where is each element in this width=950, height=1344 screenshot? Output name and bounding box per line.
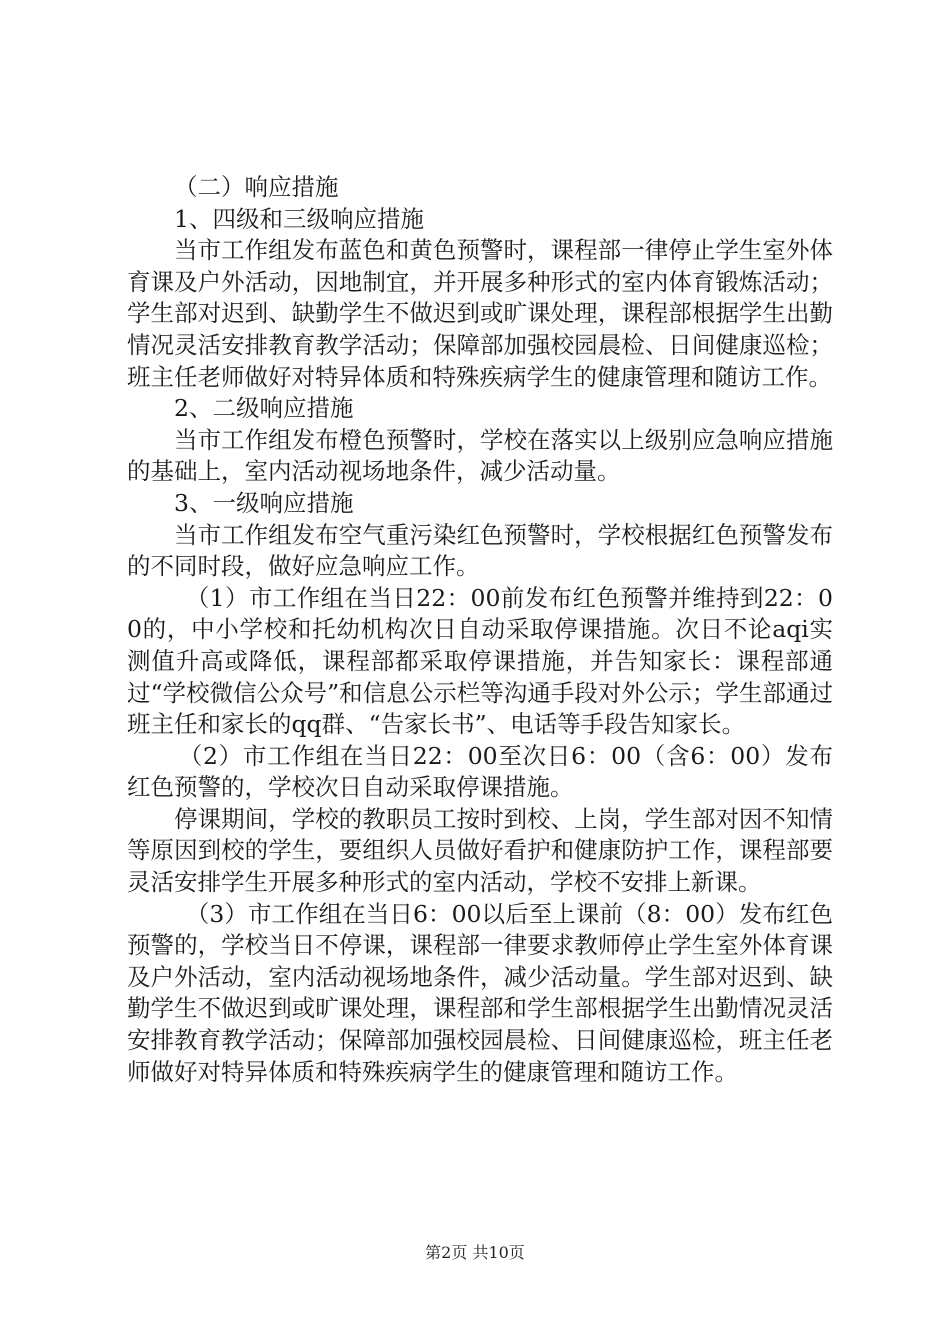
numbered-paragraph: （2）市工作组在当日22：00至次日6：00（含6：00）发布红色预警的，学校次日自动采取停课措施。 [127,741,833,802]
numbered-paragraph: （3）市工作组在当日6：00以后至上课前（8：00）发布红色预警的，学校当日不停课，课程部一律要求教师停止学生室外体育课及户外活动，室内活动视场地条件，减少活动量。学生部对迟到、缺勤学生不做迟到或旷课处理，课程部和学生部根据学生出勤情况灵活安排教育教学活动；保障部加强校园晨检、日间健康巡检，班主任老师做好对特异体质和特殊疾病学生的健康管理和随访工作。 [127,899,833,1086]
body-paragraph: 当市工作组发布蓝色和黄色预警时，课程部一律停止学生室外体育课及户外活动，因地制宜，并开展多种形式的室内体育锻炼活动；学生部对迟到、缺勤学生不做迟到或旷课处理，课程部根据学生出勤情况灵活安排教育教学活动；保障部加强校园晨检、日间健康巡检；班主任老师做好对特异体质和特殊疾病学生的健康管理和随访工作。 [127,236,833,391]
body-paragraph: 停课期间，学校的教职员工按时到校、上岗，学生部对因不知情等原因到校的学生，要组织人员做好看护和健康防护工作，课程部要灵活安排学生开展多种形式的室内活动，学校不安排上新课。 [127,804,833,897]
section-heading: （二）响应措施 [174,173,339,201]
subsection-heading: 1、四级和三级响应措施 [174,204,424,233]
page-number-footer: 第2页 共10页 [425,1243,525,1262]
subsection-heading: 3、一级响应措施 [174,488,354,517]
body-paragraph: 当市工作组发布橙色预警时，学校在落实以上级别应急响应措施的基础上，室内活动视场地条件，减少活动量。 [127,425,833,486]
body-paragraph: 当市工作组发布空气重污染红色预警时，学校根据红色预警发布的不同时段，做好应急响应工作。 [127,520,833,581]
numbered-paragraph: （1）市工作组在当日22：00前发布红色预警并维持到22：00的，中小学校和托幼机构次日自动采取停课措施。次日不论aqi实测值升高或降低，课程部都采取停课措施，并告知家长：课程部通过“学校微信公众号”和信息公示栏等沟通手段对外公示；学生部通过班主任和家长的qq群、“告家长书”、电话等手段告知家长。 [127,583,833,739]
subsection-heading: 2、二级响应措施 [174,394,354,423]
document-body [127,172,833,1088]
